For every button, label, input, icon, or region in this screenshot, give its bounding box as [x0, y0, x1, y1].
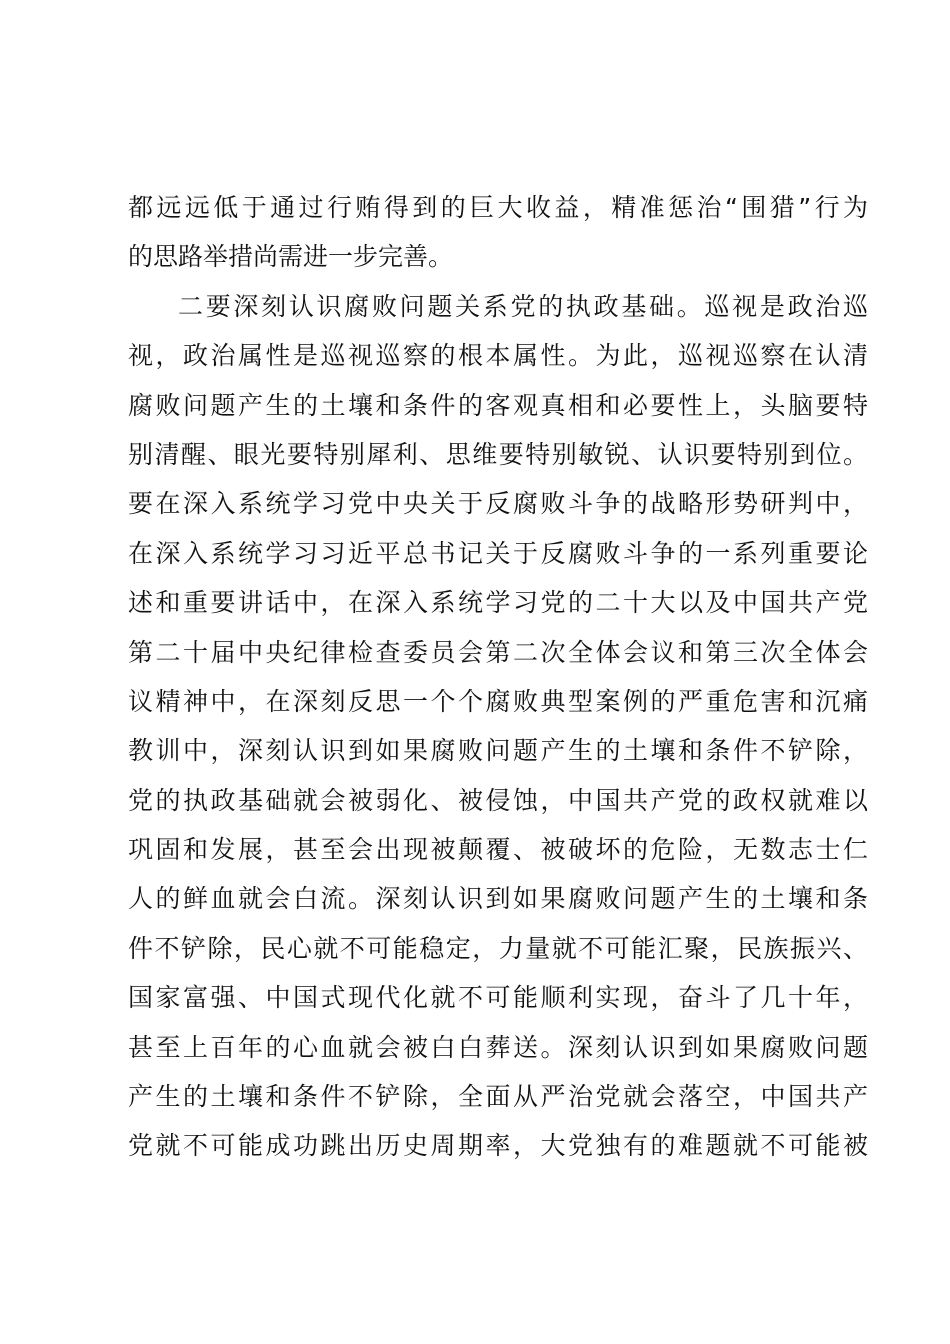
text-line: 述和重要讲话中，在深入系统学习党的二十大以及中国共产党 — [128, 588, 868, 618]
text-line: 视，政治属性是巡视巡察的根本属性。为此，巡视巡察在认清 — [128, 341, 868, 371]
text-line: 甚至上百年的心血就会被白白葬送。深刻认识到如果腐败问题 — [128, 1032, 868, 1062]
text-line: 二要深刻认识腐败问题关系党的执政基础。巡视是政治巡 — [178, 291, 868, 321]
text-line: 国家富强、中国式现代化就不可能顺利实现，奋斗了几十年， — [128, 983, 868, 1013]
text-line: 在深入系统学习习近平总书记关于反腐败斗争的一系列重要论 — [128, 538, 868, 568]
body-text — [128, 183, 868, 1171]
text-line: 件不铲除，民心就不可能稳定，力量就不可能汇聚，民族振兴、 — [128, 933, 868, 963]
text-line: 别清醒、眼光要特别犀利、思维要特别敏锐、认识要特别到位。 — [128, 439, 868, 469]
text-line: 的思路举措尚需进一步完善。 — [128, 242, 454, 272]
text-line: 人的鲜血就会白流。深刻认识到如果腐败问题产生的土壤和条 — [128, 884, 868, 914]
text-line: 党就不可能成功跳出历史周期率，大党独有的难题就不可能被 — [128, 1131, 868, 1161]
text-line: 都远远低于通过行贿得到的巨大收益，精准惩治“围猎”行为 — [128, 193, 868, 222]
text-line: 议精神中，在深刻反思一个个腐败典型案例的严重危害和沉痛 — [128, 686, 868, 716]
paragraph-1 — [128, 183, 868, 282]
text-line: 巩固和发展，甚至会出现被颠覆、被破坏的危险，无数志士仁 — [128, 835, 868, 865]
text-line: 腐败问题产生的土壤和条件的客观真相和必要性上，头脑要特 — [128, 390, 868, 420]
text-line: 产生的土壤和条件不铲除，全面从严治党就会落空，中国共产 — [128, 1082, 868, 1112]
paragraph-2 — [128, 282, 868, 1171]
text-line: 要在深入系统学习党中央关于反腐败斗争的战略形势研判中， — [128, 489, 868, 519]
text-line: 第二十届中央纪律检查委员会第二次全体会议和第三次全体会 — [128, 637, 868, 667]
text-line: 党的执政基础就会被弱化、被侵蚀，中国共产党的政权就难以 — [128, 785, 868, 815]
text-line: 教训中，深刻认识到如果腐败问题产生的土壤和条件不铲除， — [128, 736, 868, 766]
